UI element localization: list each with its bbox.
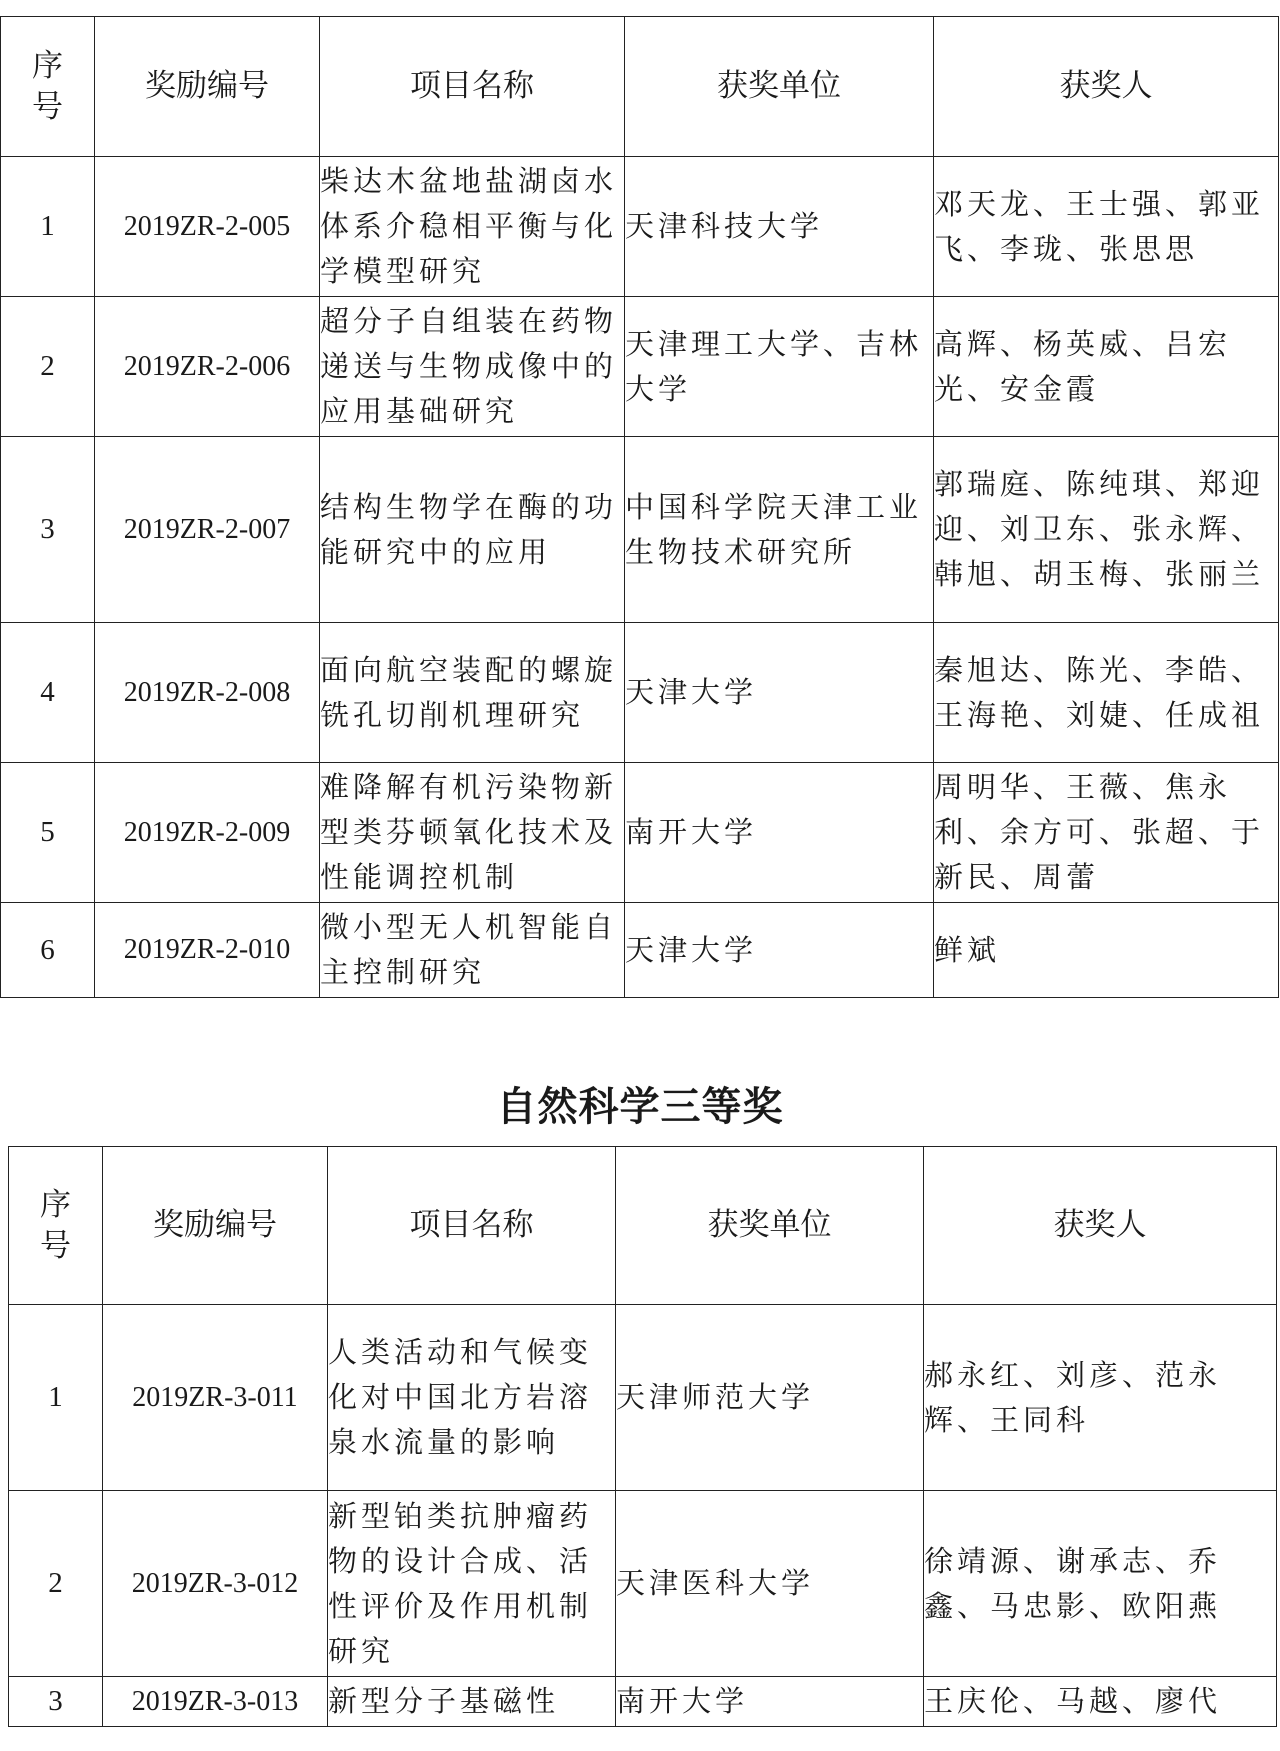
table-row bbox=[1, 437, 1279, 623]
table-header-row bbox=[9, 1147, 1277, 1305]
table-row bbox=[1, 157, 1279, 297]
cell-project-name: 超分子自组装在药物递送与生物成像中的应用基础研究 bbox=[320, 297, 625, 437]
cell-award-code: 2019ZR-3-013 bbox=[103, 1677, 328, 1727]
cell-award-people: 高辉、杨英威、吕宏光、安金霞 bbox=[934, 297, 1279, 437]
cell-award-code: 2019ZR-2-008 bbox=[95, 623, 320, 763]
table-row bbox=[1, 903, 1279, 998]
cell-award-people: 鲜斌 bbox=[934, 903, 1279, 998]
header-project-name: 项目名称 bbox=[328, 1147, 616, 1305]
table-row bbox=[1, 297, 1279, 437]
cell-seq: 3 bbox=[9, 1677, 103, 1727]
header-award-code: 奖励编号 bbox=[103, 1147, 328, 1305]
table-header-row bbox=[1, 17, 1279, 157]
header-award-people: 获奖人 bbox=[934, 17, 1279, 157]
table-row bbox=[9, 1305, 1277, 1491]
header-award-people: 获奖人 bbox=[924, 1147, 1277, 1305]
header-seq: 序 号 bbox=[9, 1147, 103, 1305]
cell-project-name: 结构生物学在酶的功能研究中的应用 bbox=[320, 437, 625, 623]
cell-award-unit: 天津大学 bbox=[625, 623, 934, 763]
cell-award-unit: 天津师范大学 bbox=[616, 1305, 924, 1491]
table-row bbox=[1, 763, 1279, 903]
cell-award-people: 郭瑞庭、陈纯琪、郑迎迎、刘卫东、张永辉、韩旭、胡玉梅、张丽兰 bbox=[934, 437, 1279, 623]
cell-award-people: 徐靖源、谢承志、乔鑫、马忠影、欧阳燕 bbox=[924, 1491, 1277, 1677]
cell-award-unit: 天津科技大学 bbox=[625, 157, 934, 297]
cell-award-unit: 天津理工大学、吉林大学 bbox=[625, 297, 934, 437]
cell-award-unit: 南开大学 bbox=[616, 1677, 924, 1727]
table-row bbox=[9, 1491, 1277, 1677]
table-row bbox=[9, 1677, 1277, 1727]
cell-project-name: 微小型无人机智能自主控制研究 bbox=[320, 903, 625, 998]
cell-project-name: 人类活动和气候变化对中国北方岩溶泉水流量的影响 bbox=[328, 1305, 616, 1491]
header-project-name: 项目名称 bbox=[320, 17, 625, 157]
cell-award-people: 秦旭达、陈光、李皓、王海艳、刘婕、任成祖 bbox=[934, 623, 1279, 763]
cell-seq: 5 bbox=[1, 763, 95, 903]
cell-award-code: 2019ZR-3-011 bbox=[103, 1305, 328, 1491]
cell-seq: 3 bbox=[1, 437, 95, 623]
cell-award-people: 周明华、王薇、焦永利、余方可、张超、于新民、周蕾 bbox=[934, 763, 1279, 903]
cell-award-code: 2019ZR-2-007 bbox=[95, 437, 320, 623]
cell-seq: 1 bbox=[9, 1305, 103, 1491]
cell-award-code: 2019ZR-2-005 bbox=[95, 157, 320, 297]
cell-award-unit: 天津医科大学 bbox=[616, 1491, 924, 1677]
section-title: 自然科学三等奖 bbox=[496, 1084, 784, 1130]
cell-seq: 4 bbox=[1, 623, 95, 763]
cell-project-name: 柴达木盆地盐湖卤水体系介稳相平衡与化学模型研究 bbox=[320, 157, 625, 297]
cell-award-code: 2019ZR-3-012 bbox=[103, 1491, 328, 1677]
cell-award-unit: 天津大学 bbox=[625, 903, 934, 998]
cell-award-people: 邓天龙、王士强、郭亚飞、李珑、张思思 bbox=[934, 157, 1279, 297]
cell-award-unit: 南开大学 bbox=[625, 763, 934, 903]
cell-project-name: 新型分子基磁性 bbox=[328, 1677, 616, 1727]
cell-award-code: 2019ZR-2-009 bbox=[95, 763, 320, 903]
award-table-second-class bbox=[0, 16, 1279, 998]
cell-award-code: 2019ZR-2-010 bbox=[95, 903, 320, 998]
cell-award-people: 王庆伦、马越、廖代 bbox=[924, 1677, 1277, 1727]
table-row bbox=[1, 623, 1279, 763]
cell-seq: 2 bbox=[1, 297, 95, 437]
cell-project-name: 面向航空装配的螺旋铣孔切削机理研究 bbox=[320, 623, 625, 763]
cell-award-people: 郝永红、刘彦、范永辉、王同科 bbox=[924, 1305, 1277, 1491]
award-table-third-class bbox=[8, 1146, 1277, 1727]
cell-project-name: 新型铂类抗肿瘤药物的设计合成、活性评价及作用机制研究 bbox=[328, 1491, 616, 1677]
cell-project-name: 难降解有机污染物新型类芬顿氧化技术及性能调控机制 bbox=[320, 763, 625, 903]
header-award-unit: 获奖单位 bbox=[616, 1147, 924, 1305]
cell-seq: 2 bbox=[9, 1491, 103, 1677]
header-seq: 序 号 bbox=[1, 17, 95, 157]
cell-seq: 6 bbox=[1, 903, 95, 998]
cell-seq: 1 bbox=[1, 157, 95, 297]
header-award-code: 奖励编号 bbox=[95, 17, 320, 157]
cell-award-code: 2019ZR-2-006 bbox=[95, 297, 320, 437]
cell-award-unit: 中国科学院天津工业生物技术研究所 bbox=[625, 437, 934, 623]
header-award-unit: 获奖单位 bbox=[625, 17, 934, 157]
